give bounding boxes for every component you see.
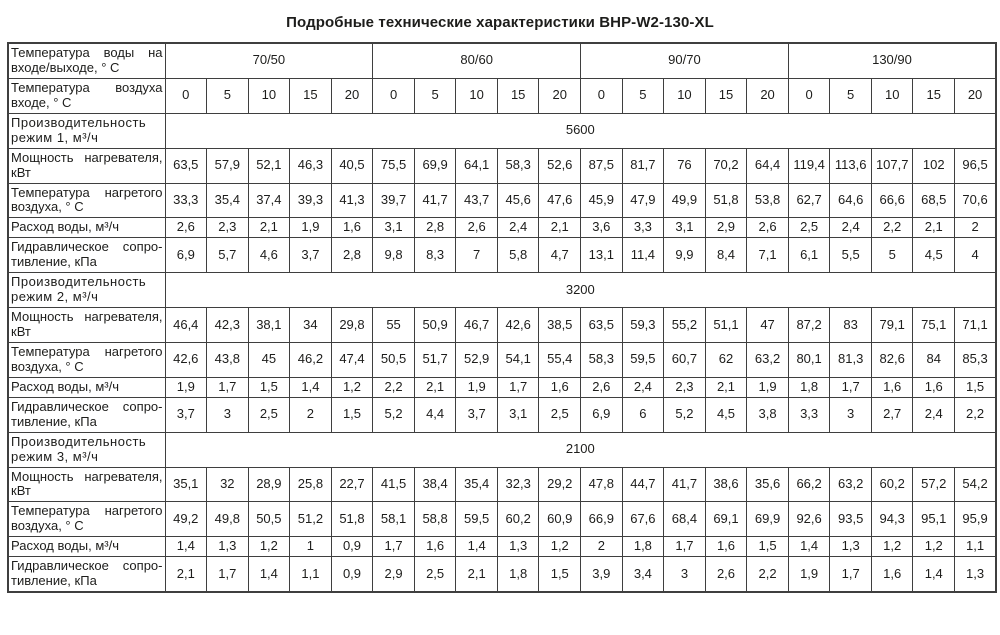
value-cell: 1,5 [539,557,581,592]
value-cell: 85,3 [955,342,997,377]
value-cell: 40,5 [331,148,373,183]
value-cell: 1,7 [830,377,872,397]
value-cell: 60,7 [664,342,706,377]
value-cell: 45 [248,342,290,377]
value-cell: 51,8 [331,502,373,537]
value-cell: 75,1 [913,308,955,343]
value-cell: 52,1 [248,148,290,183]
value-cell: 67,6 [622,502,664,537]
row-label: Расход воды, м³/ч [8,218,165,238]
value-cell: 3 [207,397,249,432]
value-cell: 38,4 [414,467,456,502]
value-cell: 3,6 [581,218,623,238]
value-cell: 2,1 [456,557,498,592]
row-label: Расход воды, м³/ч [8,377,165,397]
value-cell: 41,5 [373,467,415,502]
value-cell: 51,1 [705,308,747,343]
value-cell: 1,5 [248,377,290,397]
value-cell: 2,4 [497,218,539,238]
value-cell: 76 [664,148,706,183]
value-cell: 2,3 [664,377,706,397]
value-cell: 1,7 [373,537,415,557]
air-temp-header: 0 [165,78,207,113]
value-cell: 96,5 [955,148,997,183]
value-cell: 3 [664,557,706,592]
value-cell: 35,1 [165,467,207,502]
value-cell: 55 [373,308,415,343]
value-cell: 41,3 [331,183,373,218]
value-cell: 2,1 [913,218,955,238]
air-temp-header: 5 [414,78,456,113]
value-cell: 42,3 [207,308,249,343]
value-cell: 8,3 [414,238,456,273]
row-label: Расход воды, м³/ч [8,537,165,557]
value-cell: 2,5 [248,397,290,432]
value-cell: 32 [207,467,249,502]
value-cell: 32,3 [497,467,539,502]
air-temp-header: 5 [830,78,872,113]
value-cell: 66,9 [581,502,623,537]
value-cell: 50,9 [414,308,456,343]
value-cell: 68,4 [664,502,706,537]
value-cell: 60,2 [871,467,913,502]
value-cell: 50,5 [248,502,290,537]
value-cell: 3,3 [788,397,830,432]
value-cell: 50,5 [373,342,415,377]
value-cell: 4,5 [913,238,955,273]
value-cell: 3,7 [165,397,207,432]
value-cell: 1,9 [788,557,830,592]
row-label-capacity: Производительность режим 1, м³/ч [8,113,165,148]
value-cell: 9,8 [373,238,415,273]
value-cell: 75,5 [373,148,415,183]
value-cell: 63,5 [581,308,623,343]
value-cell: 1,3 [497,537,539,557]
value-cell: 81,3 [830,342,872,377]
value-cell: 1,4 [788,537,830,557]
value-cell: 64,6 [830,183,872,218]
value-cell: 3,1 [664,218,706,238]
value-cell: 3,3 [622,218,664,238]
value-cell: 1,5 [331,397,373,432]
value-cell: 54,2 [955,467,997,502]
value-cell: 60,2 [497,502,539,537]
capacity-value: 2100 [165,432,996,467]
value-cell: 46,4 [165,308,207,343]
value-cell: 59,3 [622,308,664,343]
value-cell: 4,4 [414,397,456,432]
value-cell: 119,4 [788,148,830,183]
value-cell: 70,6 [955,183,997,218]
row-label: Мощность нагревателя, кВт [8,467,165,502]
value-cell: 1,7 [830,557,872,592]
value-cell: 3 [830,397,872,432]
value-cell: 1,4 [165,537,207,557]
row-label: Мощность нагревателя, кВт [8,148,165,183]
value-cell: 1,4 [456,537,498,557]
value-cell: 46,2 [290,342,332,377]
value-cell: 1,8 [622,537,664,557]
value-cell: 63,2 [830,467,872,502]
value-cell: 38,6 [705,467,747,502]
air-temp-header: 10 [248,78,290,113]
value-cell: 41,7 [664,467,706,502]
value-cell: 2,6 [705,557,747,592]
value-cell: 13,1 [581,238,623,273]
value-cell: 4,5 [705,397,747,432]
value-cell: 93,5 [830,502,872,537]
value-cell: 58,3 [497,148,539,183]
air-temp-header: 20 [747,78,789,113]
value-cell: 2,2 [747,557,789,592]
value-cell: 49,2 [165,502,207,537]
value-cell: 47 [747,308,789,343]
value-cell: 45,6 [497,183,539,218]
value-cell: 41,7 [414,183,456,218]
value-cell: 9,9 [664,238,706,273]
value-cell: 22,7 [331,467,373,502]
value-cell: 1,5 [955,377,997,397]
value-cell: 2,8 [331,238,373,273]
value-cell: 1,1 [290,557,332,592]
value-cell: 52,9 [456,342,498,377]
value-cell: 5 [871,238,913,273]
value-cell: 1,2 [248,537,290,557]
value-cell: 79,1 [871,308,913,343]
spec-table [7,42,997,593]
value-cell: 2,1 [414,377,456,397]
capacity-value: 3200 [165,273,996,308]
value-cell: 43,7 [456,183,498,218]
air-temp-header: 5 [207,78,249,113]
air-temp-header: 10 [664,78,706,113]
value-cell: 2,6 [165,218,207,238]
value-cell: 3,9 [581,557,623,592]
value-cell: 2,5 [788,218,830,238]
value-cell: 2,1 [539,218,581,238]
value-cell: 2,6 [456,218,498,238]
value-cell: 29,2 [539,467,581,502]
value-cell: 81,7 [622,148,664,183]
value-cell: 51,7 [414,342,456,377]
value-cell: 70,2 [705,148,747,183]
value-cell: 2,4 [913,397,955,432]
value-cell: 6 [622,397,664,432]
row-label: Температура нагретого воздуха, ° С [8,502,165,537]
value-cell: 4,7 [539,238,581,273]
value-cell: 66,2 [788,467,830,502]
value-cell: 3,1 [373,218,415,238]
value-cell: 1,9 [165,377,207,397]
water-temp-header: 130/90 [788,43,996,78]
air-temp-header: 10 [456,78,498,113]
value-cell: 82,6 [871,342,913,377]
row-label: Мощность нагревателя, кВт [8,308,165,343]
value-cell: 57,9 [207,148,249,183]
value-cell: 4 [955,238,997,273]
air-temp-header: 15 [290,78,332,113]
value-cell: 6,1 [788,238,830,273]
value-cell: 6,9 [581,397,623,432]
value-cell: 95,9 [955,502,997,537]
value-cell: 49,9 [664,183,706,218]
value-cell: 63,5 [165,148,207,183]
value-cell: 1,9 [456,377,498,397]
value-cell: 3,1 [497,397,539,432]
value-cell: 60,9 [539,502,581,537]
value-cell: 64,1 [456,148,498,183]
value-cell: 39,7 [373,183,415,218]
value-cell: 35,4 [207,183,249,218]
air-temp-header: 20 [539,78,581,113]
value-cell: 6,9 [165,238,207,273]
value-cell: 51,2 [290,502,332,537]
value-cell: 35,6 [747,467,789,502]
value-cell: 1,5 [747,537,789,557]
value-cell: 2 [290,397,332,432]
value-cell: 5,5 [830,238,872,273]
value-cell: 2,5 [414,557,456,592]
value-cell: 29,8 [331,308,373,343]
value-cell: 2,2 [871,218,913,238]
row-label: Гидравлическое сопротивление, кПа [8,238,165,273]
value-cell: 59,5 [622,342,664,377]
value-cell: 2,7 [871,397,913,432]
value-cell: 92,6 [788,502,830,537]
value-cell: 1,6 [539,377,581,397]
value-cell: 69,1 [705,502,747,537]
value-cell: 1,3 [830,537,872,557]
value-cell: 1,8 [497,557,539,592]
value-cell: 45,9 [581,183,623,218]
value-cell: 2,4 [830,218,872,238]
value-cell: 84 [913,342,955,377]
value-cell: 37,4 [248,183,290,218]
value-cell: 68,5 [913,183,955,218]
air-temp-header: 10 [871,78,913,113]
value-cell: 1,2 [539,537,581,557]
value-cell: 1,6 [414,537,456,557]
value-cell: 87,5 [581,148,623,183]
air-temp-header: 15 [497,78,539,113]
value-cell: 3,4 [622,557,664,592]
value-cell: 0,9 [331,557,373,592]
value-cell: 2,1 [165,557,207,592]
value-cell: 55,2 [664,308,706,343]
row-label-air-temp: Температура воздуха входе, ° С [8,78,165,113]
value-cell: 2 [581,537,623,557]
value-cell: 1,2 [871,537,913,557]
row-label: Температура нагретого воздуха, ° С [8,342,165,377]
value-cell: 2,9 [705,218,747,238]
value-cell: 69,9 [414,148,456,183]
value-cell: 83 [830,308,872,343]
air-temp-header: 20 [955,78,997,113]
value-cell: 3,7 [456,397,498,432]
value-cell: 39,3 [290,183,332,218]
value-cell: 7,1 [747,238,789,273]
value-cell: 58,1 [373,502,415,537]
value-cell: 47,8 [581,467,623,502]
value-cell: 113,6 [830,148,872,183]
value-cell: 1,9 [747,377,789,397]
value-cell: 11,4 [622,238,664,273]
value-cell: 35,4 [456,467,498,502]
value-cell: 5,7 [207,238,249,273]
value-cell: 58,3 [581,342,623,377]
value-cell: 66,6 [871,183,913,218]
value-cell: 54,1 [497,342,539,377]
value-cell: 1,2 [331,377,373,397]
air-temp-header: 0 [581,78,623,113]
value-cell: 38,1 [248,308,290,343]
value-cell: 1,7 [664,537,706,557]
water-temp-header: 70/50 [165,43,373,78]
value-cell: 87,2 [788,308,830,343]
air-temp-header: 20 [331,78,373,113]
value-cell: 1,1 [955,537,997,557]
water-temp-header: 90/70 [581,43,789,78]
value-cell: 47,6 [539,183,581,218]
value-cell: 4,6 [248,238,290,273]
value-cell: 5,2 [664,397,706,432]
value-cell: 2,2 [955,397,997,432]
value-cell: 1,6 [331,218,373,238]
value-cell: 102 [913,148,955,183]
air-temp-header: 5 [622,78,664,113]
value-cell: 2,2 [373,377,415,397]
value-cell: 1,6 [871,557,913,592]
value-cell: 2,9 [373,557,415,592]
value-cell: 1,4 [248,557,290,592]
value-cell: 57,2 [913,467,955,502]
row-label-water-temp: Температура воды на входе/выходе, ° С [8,43,165,78]
value-cell: 58,8 [414,502,456,537]
row-label: Температура нагретого воздуха, ° С [8,183,165,218]
value-cell: 7 [456,238,498,273]
value-cell: 3,8 [747,397,789,432]
row-label: Гидравлическое сопротивление, кПа [8,397,165,432]
value-cell: 1 [290,537,332,557]
value-cell: 2,6 [581,377,623,397]
value-cell: 1,6 [871,377,913,397]
value-cell: 52,6 [539,148,581,183]
value-cell: 1,9 [290,218,332,238]
air-temp-header: 15 [913,78,955,113]
value-cell: 44,7 [622,467,664,502]
value-cell: 1,7 [497,377,539,397]
value-cell: 42,6 [497,308,539,343]
value-cell: 53,8 [747,183,789,218]
value-cell: 1,4 [290,377,332,397]
value-cell: 62 [705,342,747,377]
value-cell: 2,3 [207,218,249,238]
row-label-capacity: Производительность режим 3, м³/ч [8,432,165,467]
value-cell: 1,7 [207,377,249,397]
value-cell: 2,5 [539,397,581,432]
value-cell: 59,5 [456,502,498,537]
value-cell: 2,4 [622,377,664,397]
value-cell: 71,1 [955,308,997,343]
value-cell: 5,8 [497,238,539,273]
value-cell: 2,8 [414,218,456,238]
air-temp-header: 0 [373,78,415,113]
row-label: Гидравлическое сопротивление, кПа [8,557,165,592]
value-cell: 63,2 [747,342,789,377]
row-label-capacity: Производительность режим 2, м³/ч [8,273,165,308]
value-cell: 69,9 [747,502,789,537]
capacity-value: 5600 [165,113,996,148]
value-cell: 49,8 [207,502,249,537]
value-cell: 42,6 [165,342,207,377]
value-cell: 0,9 [331,537,373,557]
value-cell: 94,3 [871,502,913,537]
value-cell: 1,3 [207,537,249,557]
page-title: Подробные технические характеристики BHP-W2-130-XL [286,14,714,31]
value-cell: 3,7 [290,238,332,273]
value-cell: 1,2 [913,537,955,557]
value-cell: 8,4 [705,238,747,273]
value-cell: 28,9 [248,467,290,502]
value-cell: 46,3 [290,148,332,183]
value-cell: 1,4 [913,557,955,592]
value-cell: 46,7 [456,308,498,343]
value-cell: 43,8 [207,342,249,377]
value-cell: 51,8 [705,183,747,218]
value-cell: 47,4 [331,342,373,377]
value-cell: 2,6 [747,218,789,238]
value-cell: 34 [290,308,332,343]
value-cell: 38,5 [539,308,581,343]
value-cell: 64,4 [747,148,789,183]
value-cell: 1,3 [955,557,997,592]
air-temp-header: 15 [705,78,747,113]
value-cell: 80,1 [788,342,830,377]
value-cell: 33,3 [165,183,207,218]
value-cell: 62,7 [788,183,830,218]
value-cell: 1,8 [788,377,830,397]
value-cell: 1,6 [913,377,955,397]
air-temp-header: 0 [788,78,830,113]
value-cell: 1,7 [207,557,249,592]
water-temp-header: 80/60 [373,43,581,78]
value-cell: 2 [955,218,997,238]
value-cell: 1,6 [705,537,747,557]
value-cell: 55,4 [539,342,581,377]
value-cell: 2,1 [705,377,747,397]
value-cell: 5,2 [373,397,415,432]
value-cell: 47,9 [622,183,664,218]
value-cell: 107,7 [871,148,913,183]
value-cell: 2,1 [248,218,290,238]
value-cell: 25,8 [290,467,332,502]
value-cell: 95,1 [913,502,955,537]
